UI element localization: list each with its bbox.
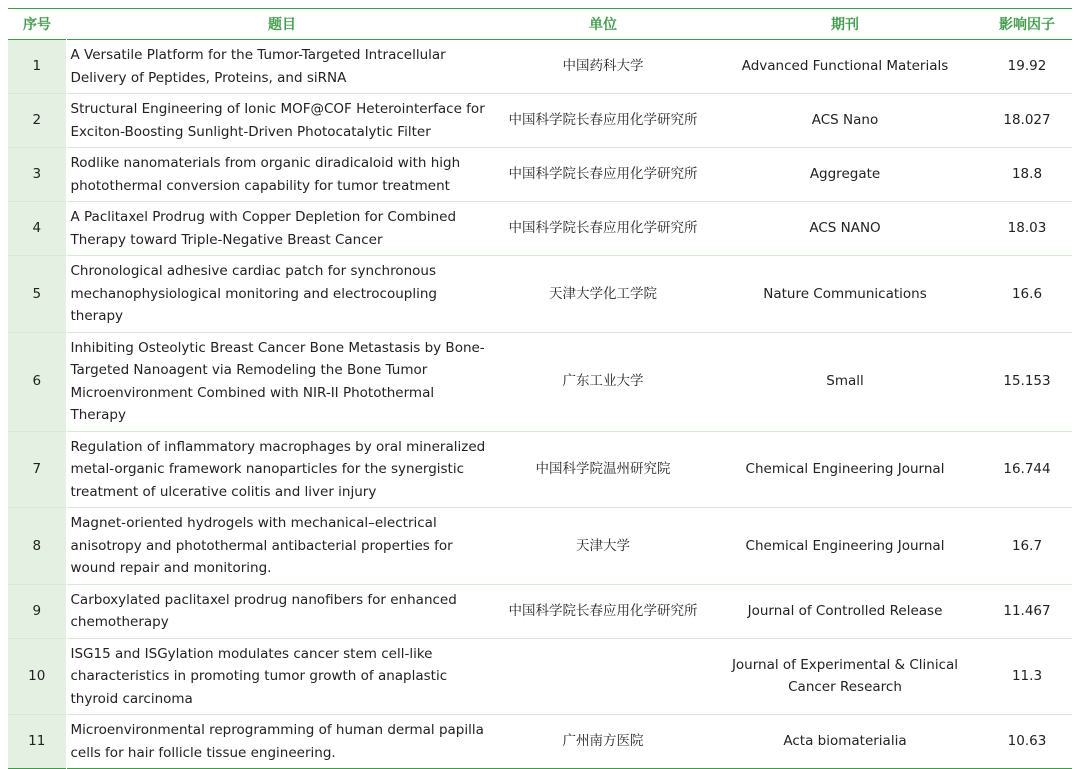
header-title: 题目: [268, 17, 296, 33]
row-impact: 10.63: [1007, 733, 1047, 750]
table-row: [8, 508, 1072, 585]
row-title: Carboxylated paclitaxel prodrug nanofibers for enhanced chemotherapy: [70, 591, 457, 630]
table-row: [8, 94, 1072, 148]
row-unit: 中国科学院长春应用化学研究所: [508, 220, 698, 237]
row-index: 4: [8, 202, 66, 256]
row-index: 2: [8, 94, 66, 148]
row-index: 11: [8, 715, 66, 769]
row-journal: ACS NANO: [809, 220, 881, 237]
row-impact: 18.03: [1007, 220, 1047, 237]
row-impact: 18.8: [1011, 166, 1043, 183]
row-impact: 18.027: [1003, 112, 1051, 129]
row-index: 1: [8, 40, 66, 94]
header-journal: 期刊: [831, 17, 859, 33]
row-impact: 16.744: [1003, 461, 1051, 477]
table-row: [8, 715, 1072, 769]
row-index: 6: [8, 332, 66, 431]
row-journal: Chemical Engineering Journal: [745, 537, 945, 554]
table-row: [8, 40, 1072, 94]
row-index: 7: [8, 431, 66, 508]
row-impact: 11.467: [1003, 602, 1051, 619]
row-impact: 16.6: [1011, 285, 1043, 302]
row-title: Regulation of inflammatory macrophages by oral mineralized metal-organic framework nanoparticles for the synergistic treatment of ulcerative colitis and liver injury: [70, 438, 486, 500]
row-title: A Versatile Platform for the Tumor-Targeted Intracellular Delivery of Peptides, Proteins, and siRNA: [70, 47, 446, 86]
row-title: Chronological adhesive cardiac patch for synchronous mechanophysiological monitoring and electrocoupling therapy: [70, 263, 437, 324]
row-journal: Nature Communications: [763, 285, 927, 302]
row-unit: 天津大学化工学院: [549, 285, 657, 302]
row-title: Inhibiting Osteolytic Breast Cancer Bone Metastasis by Bone-Targeted Nanoagent via Remodeling the Bone Tumor Microenvironment Combined with NIR-II Photothermal Therapy: [70, 339, 485, 423]
row-journal: ACS Nano: [811, 112, 879, 129]
row-unit: 中国科学院长春应用化学研究所: [508, 166, 698, 183]
row-unit: 中国科学院温州研究院: [535, 461, 671, 477]
header-index: 序号: [23, 17, 51, 33]
row-unit: 广州南方医院: [562, 733, 644, 750]
row-journal: Small: [826, 373, 864, 390]
table-row: [8, 584, 1072, 638]
row-title: Magnet-oriented hydrogels with mechanical–electrical anisotropy and photothermal antibacterial properties for wound repair and monitoring.: [70, 515, 453, 576]
row-index: 3: [8, 148, 66, 202]
row-unit: 中国科学院长春应用化学研究所: [508, 602, 698, 619]
row-index: 9: [8, 584, 66, 638]
table-header: [8, 9, 1072, 40]
row-unit: 广东工业大学: [562, 373, 644, 390]
row-index: 5: [8, 256, 66, 333]
table-row: [8, 148, 1072, 202]
row-index: 8: [8, 508, 66, 585]
row-impact: 15.153: [1003, 373, 1051, 390]
row-unit: [498, 638, 708, 715]
row-unit: 天津大学: [576, 537, 630, 554]
row-journal: Advanced Functional Materials: [741, 58, 949, 75]
row-impact: 11.3: [1011, 668, 1043, 684]
row-title: A Paclitaxel Prodrug with Copper Depletion for Combined Therapy toward Triple-Negative Breast Cancer: [70, 209, 457, 248]
row-index: 10: [8, 638, 66, 715]
header-impact: 影响因子: [999, 17, 1055, 33]
row-journal: Aggregate: [809, 166, 881, 183]
row-journal: Journal of Controlled Release: [747, 602, 943, 619]
row-title: Structural Engineering of Ionic MOF@COF Heterointerface for Exciton-Boosting Sunlight-Driven Photocatalytic Filter: [70, 101, 485, 140]
table-row: [8, 332, 1072, 431]
row-unit: 中国药科大学: [562, 58, 644, 75]
table-row: [8, 638, 1072, 715]
row-impact: 16.7: [1011, 537, 1043, 554]
row-title: ISG15 and ISGylation modulates cancer stem cell-like characteristics in promoting tumor growth of anaplastic thyroid carcinoma: [70, 645, 448, 707]
table-row: [8, 202, 1072, 256]
row-journal: Acta biomaterialia: [783, 733, 907, 750]
table-row: [8, 431, 1072, 508]
row-title: Rodlike nanomaterials from organic diradicaloid with high photothermal conversion capability for tumor treatment: [70, 155, 461, 194]
row-title: Microenvironmental reprogramming of human dermal papilla cells for hair follicle tissue engineering.: [70, 722, 484, 761]
header-unit: 单位: [589, 17, 617, 33]
publications-table: [8, 8, 1072, 769]
row-journal: Journal of Experimental & Clinical Cancer Research: [731, 656, 959, 696]
table-row: [8, 256, 1072, 333]
row-impact: 19.92: [1007, 58, 1047, 75]
row-unit: 中国科学院长春应用化学研究所: [508, 112, 698, 129]
header-row: [8, 9, 1072, 40]
row-journal: Chemical Engineering Journal: [745, 461, 945, 477]
table-body: [8, 40, 1072, 769]
